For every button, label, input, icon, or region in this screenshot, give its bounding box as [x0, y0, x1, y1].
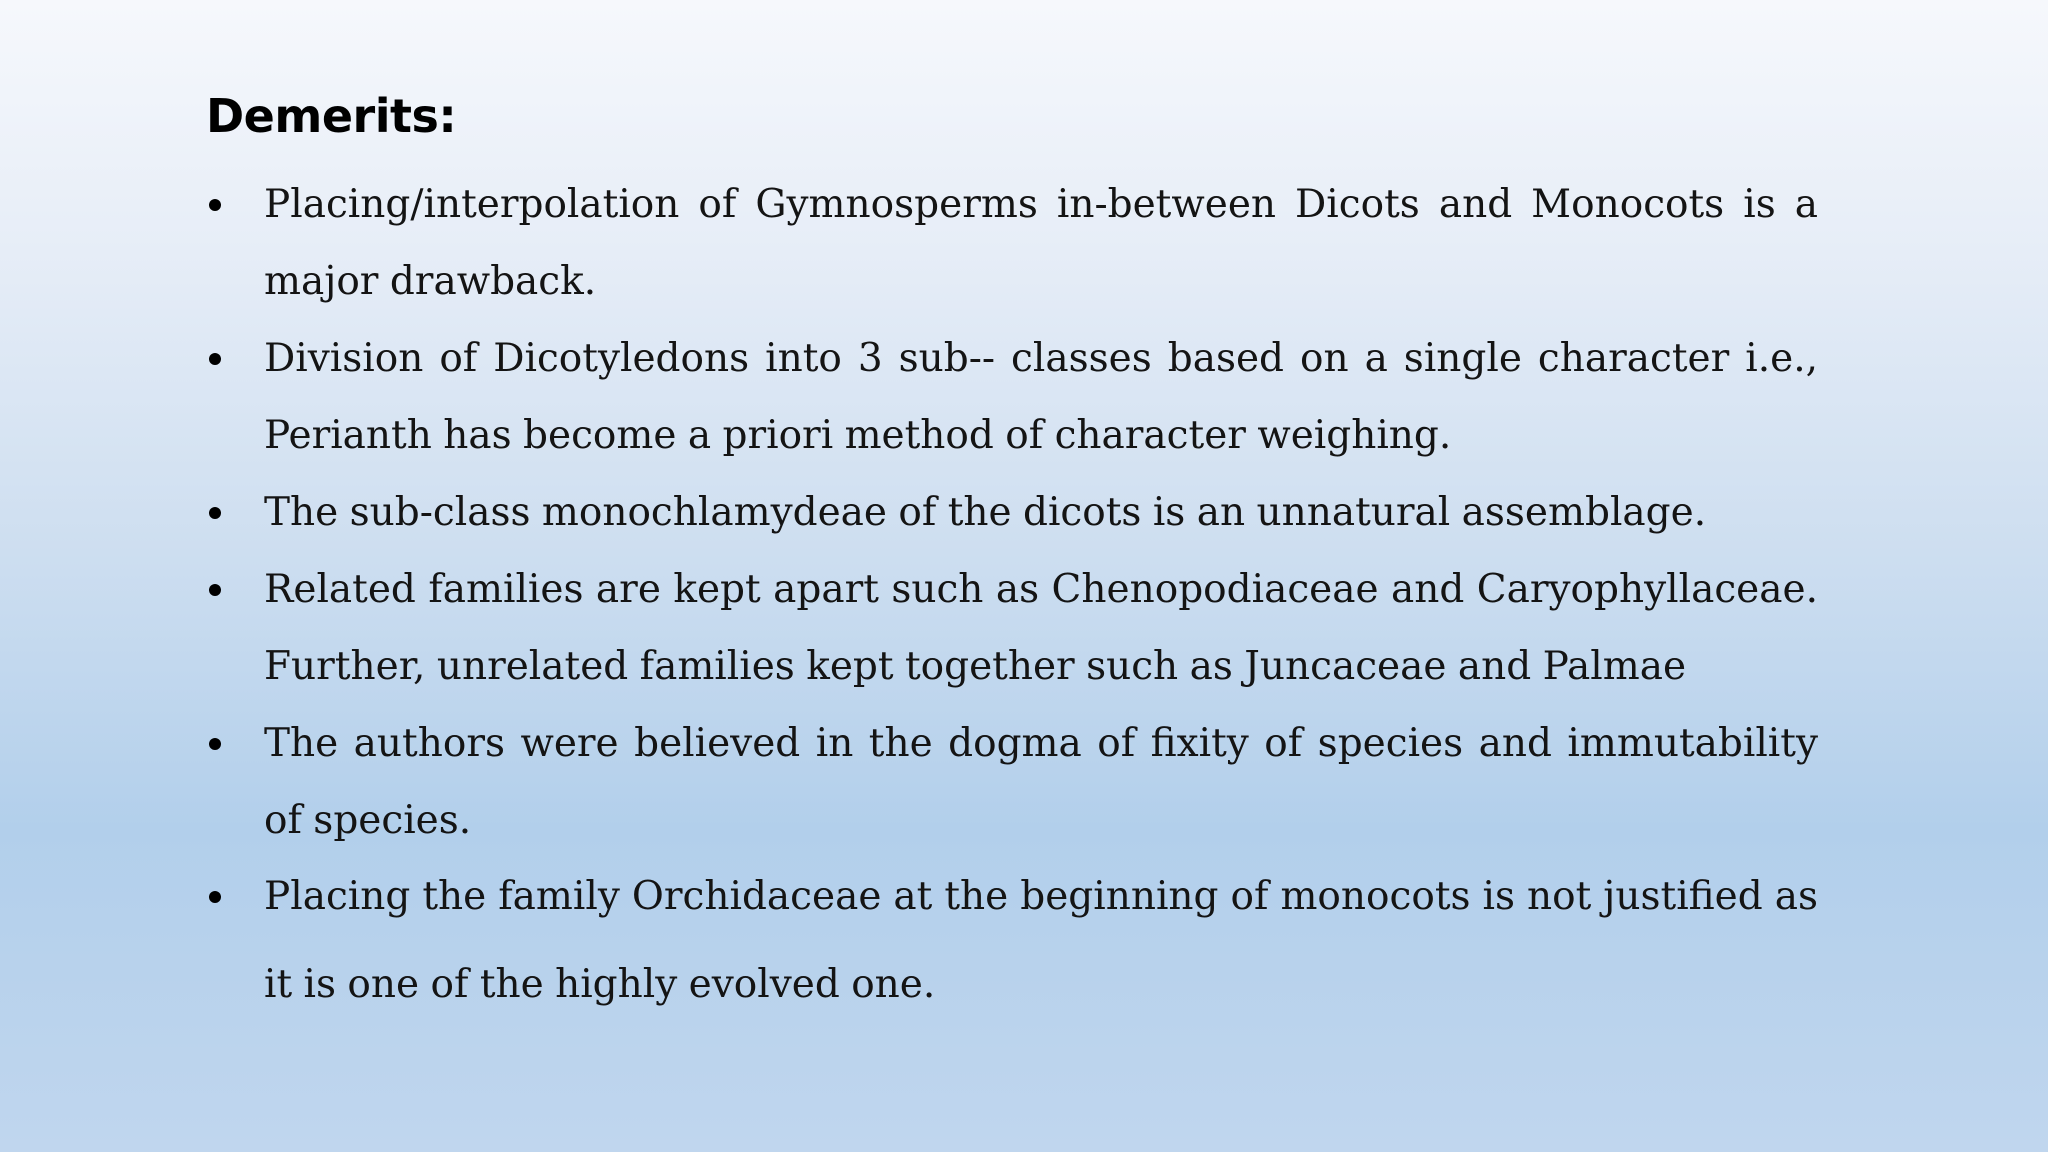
list-item-text: The authors were believed in the dogma of fixity of species and immutability of species.	[264, 721, 1818, 843]
bullet-dot-icon	[209, 199, 221, 211]
list-item-text: The sub-class monochlamydeae of the dicots is an unnatural assemblage.	[264, 490, 1707, 535]
bullet-dot-icon	[209, 353, 221, 365]
demerits-list	[206, 166, 1818, 1029]
list-item	[206, 705, 1818, 859]
list-item-text: Placing/interpolation of Gymnosperms in-between Dicots and Monocots is a major drawback.	[264, 182, 1818, 304]
list-item	[206, 474, 1818, 551]
bullet-dot-icon	[209, 738, 221, 750]
list-item-text: Placing the family Orchidaceae at the beginning of monocots is not justified as it is one of the highly evolved one.	[264, 874, 1818, 1007]
slide-heading: Demerits:	[206, 89, 457, 143]
bullet-dot-icon	[209, 891, 221, 903]
list-item-text: Related families are kept apart such as Chenopodiaceae and Caryophyllaceae. Further, unrelated families kept together such as Juncaceae and Palmae	[264, 567, 1818, 689]
list-item	[206, 320, 1818, 474]
bullet-dot-icon	[209, 584, 221, 596]
list-item-text: Division of Dicotyledons into 3 sub-- classes based on a single character i.e., Perianth has become a priori method of character weighing.	[264, 336, 1818, 458]
list-item	[206, 853, 1818, 1029]
list-item	[206, 551, 1818, 705]
list-item	[206, 166, 1818, 320]
bullet-dot-icon	[209, 507, 221, 519]
